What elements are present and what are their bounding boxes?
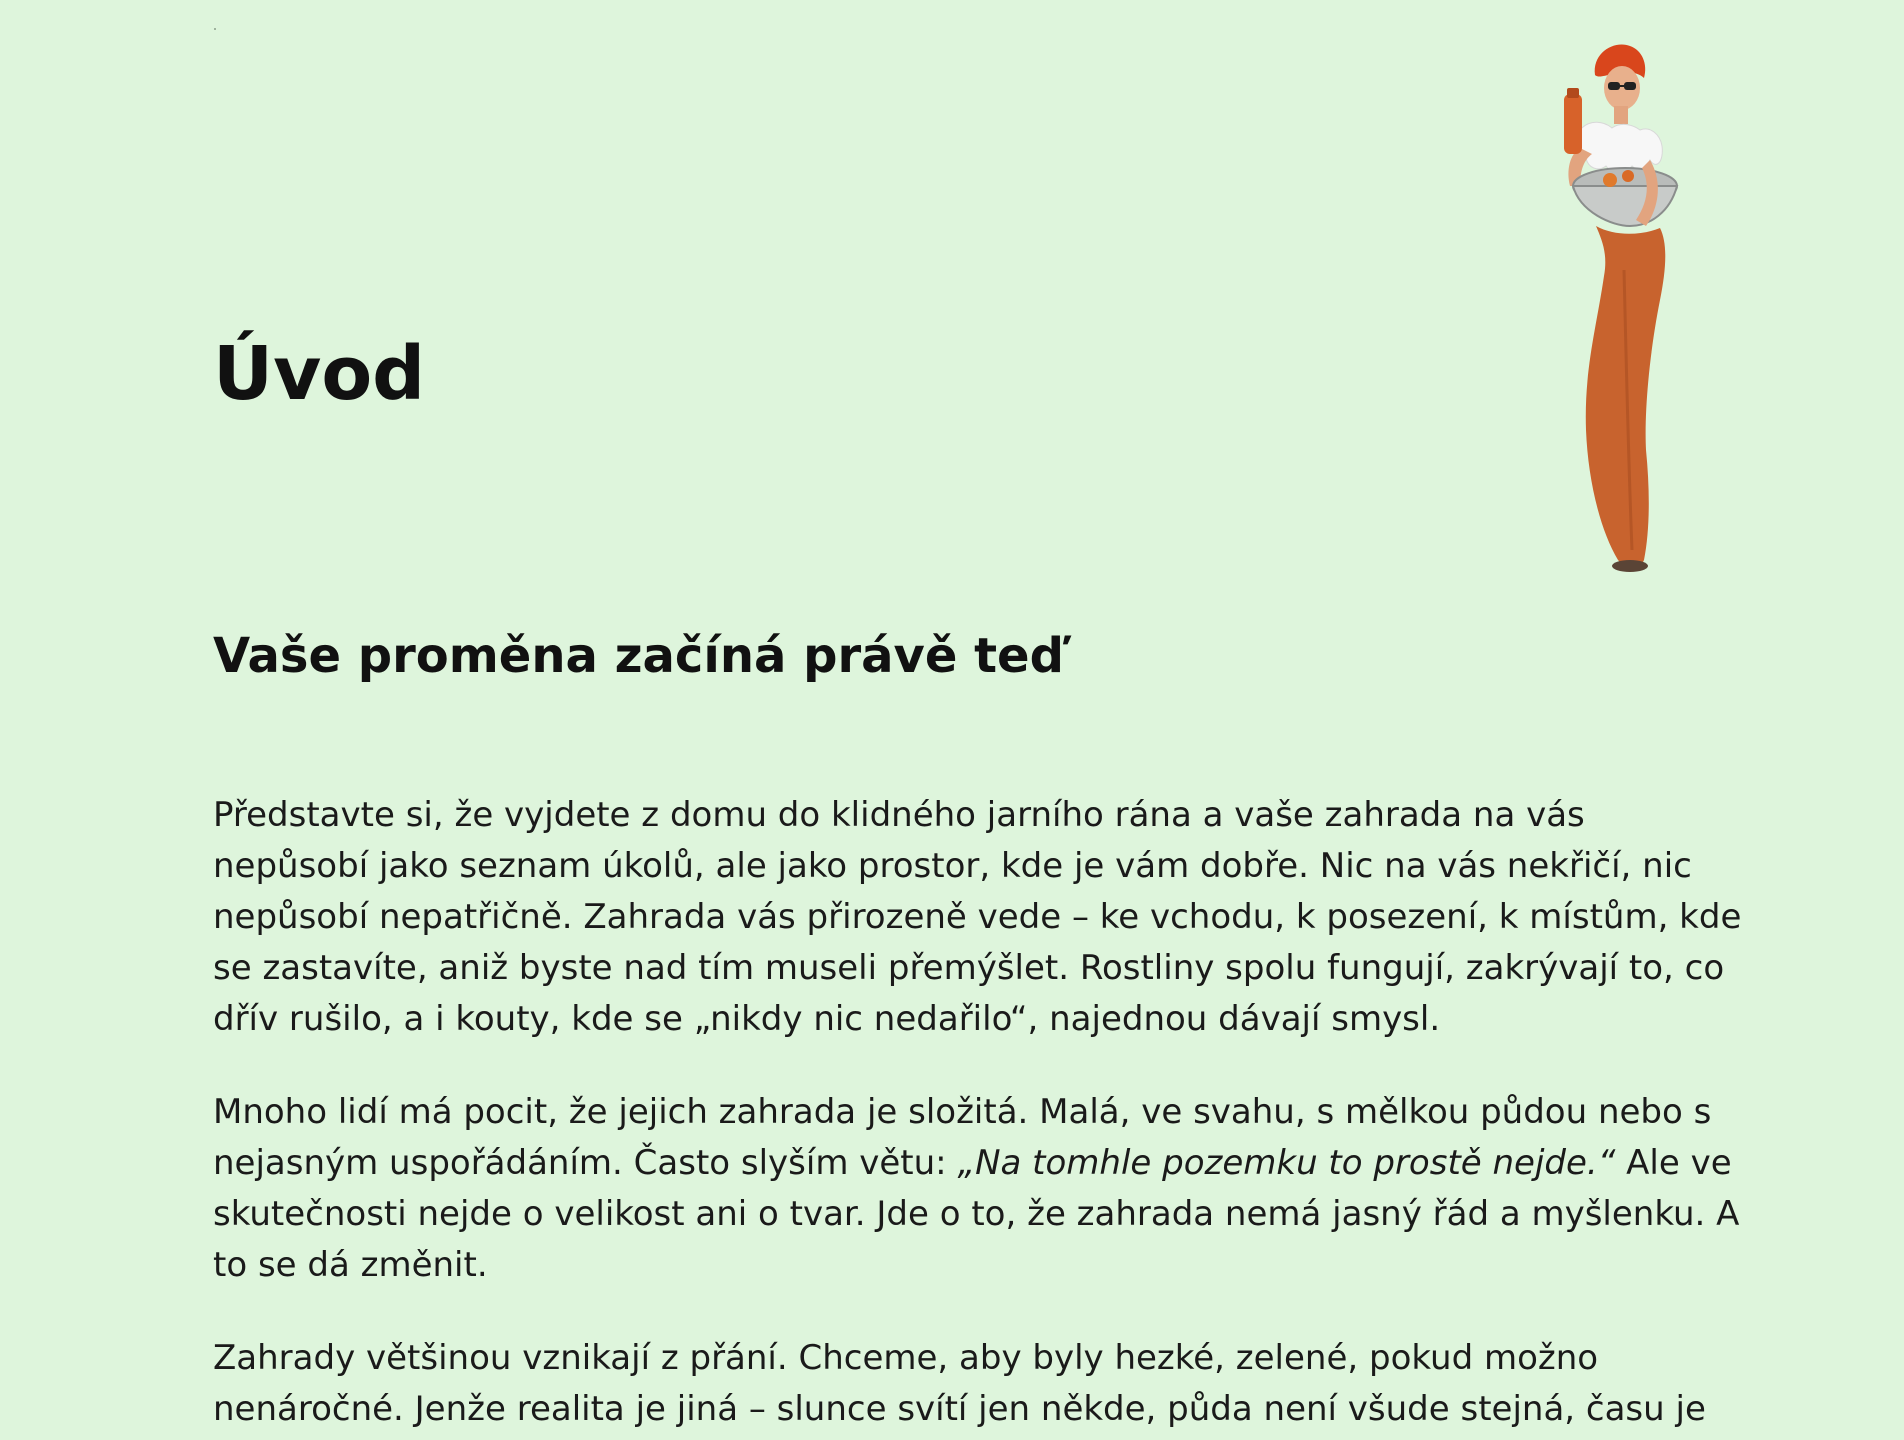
author-photo [1500, 30, 1700, 580]
paragraph-3: Zahrady většinou vznikají z přání. Chceme, aby byly hezké, zelené, pokud možno nenáročné. Jenže realita je jiná – slunce svítí jen někde, půda není všude stejná, času je [213, 1338, 1706, 1429]
paragraph-2-start: Mnoho lidí má pocit, že jejich zahrada je složitá. Malá, ve svahu, s mělkou půdou nebo s nejasným uspořádáním. Často slyším větu: [213, 1092, 1712, 1183]
paragraph-2 [213, 1087, 1743, 1291]
article-body [213, 790, 1743, 1440]
paragraph-2-end: Ale ve skutečnosti nejde o velikost ani o tvar. Jde o to, že zahrada nemá jasný řád a myšlenku. A to se dá změnit. [213, 1143, 1740, 1285]
page-subtitle: Vaše proměna začíná právě teď [213, 628, 1064, 684]
decorative-dot [214, 28, 216, 30]
paragraph-1: Představte si, že vyjdete z domu do klidného jarního rána a vaše zahrada na vás nepůsobí jako seznam úkolů, ale jako prostor, kde je vám dobře. Nic na vás nekřičí, nic nepůsobí nepatřičně. Zahrada vás přirozeně vede – ke vchodu, k posezení, k místům, kde se zastavíte, aniž byste nad tím museli přemýšlet. Rostliny spolu fungují, zakrývají to, co dřív rušilo, a i kouty, kde se „nikdy nic nedařilo“, najednou dávají smysl. [213, 795, 1742, 1039]
page-title: Úvod [213, 331, 426, 417]
paragraph-2-quote: „Na tomhle pozemku to prostě nejde.“ [957, 1143, 1616, 1183]
